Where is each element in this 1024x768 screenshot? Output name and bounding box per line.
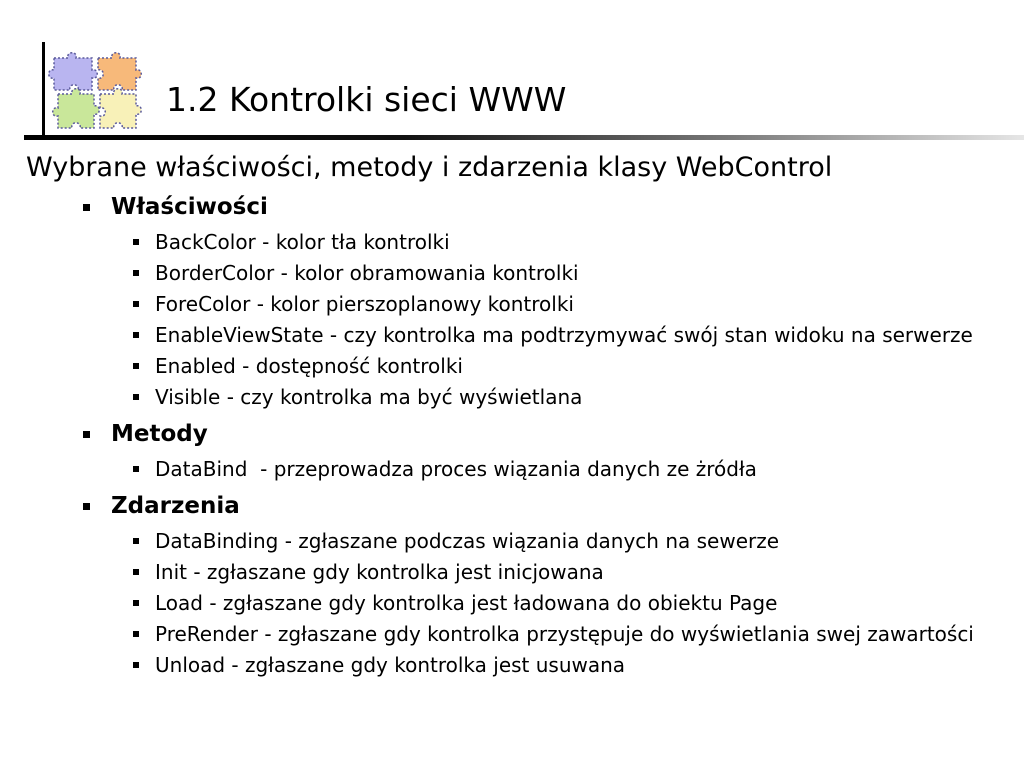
section-heading: Zdarzenia [111, 493, 240, 519]
list-item-text: DataBind - przeprowadza proces wiązania danych ze żródła [155, 457, 757, 481]
square-bullet-icon [83, 431, 90, 438]
list-item-text: BorderColor - kolor obramowania kontrolki [155, 261, 579, 285]
square-bullet-icon [83, 204, 90, 211]
slide-title: 1.2 Kontrolki sieci WWW [166, 80, 567, 119]
list-item-text: DataBinding - zgłaszane podczas wiązania danych na sewerze [155, 529, 780, 553]
puzzle-piece-green [53, 89, 100, 128]
list-item [0, 456, 1024, 482]
list-item [0, 559, 1024, 585]
square-bullet-icon [133, 569, 139, 575]
square-bullet-icon [133, 332, 139, 338]
list-item-text: EnableViewState - czy kontrolka ma podtrzymywać swój stan widoku na serwerze [155, 323, 973, 347]
list-item-text: Enabled - dostępność kontrolki [155, 354, 463, 378]
list-item-text: Visible - czy kontrolka ma być wyświetlana [155, 385, 583, 409]
puzzle-piece-orange [98, 53, 141, 90]
list-item-text: BackColor - kolor tła kontrolki [155, 230, 450, 254]
list-item [0, 229, 1024, 255]
square-bullet-icon [133, 239, 139, 245]
square-bullet-icon [133, 301, 139, 307]
slide-subtitle: Wybrane właściwości, metody i zdarzenia klasy WebControl [26, 152, 833, 183]
bullet-content [0, 190, 1024, 683]
square-bullet-icon [133, 662, 139, 668]
list-item [0, 260, 1024, 286]
square-bullet-icon [133, 270, 139, 276]
title-horizontal-rule [24, 135, 1024, 140]
square-bullet-icon [133, 631, 139, 637]
section-events [0, 489, 1024, 525]
title-vertical-rule [42, 42, 45, 140]
square-bullet-icon [133, 466, 139, 472]
square-bullet-icon [133, 394, 139, 400]
list-item-text: Unload - zgłaszane gdy kontrolka jest usuwana [155, 653, 626, 677]
list-item-text: PreRender - zgłaszane gdy kontrolka przystępuje do wyświetlania swej zawartości [155, 622, 974, 646]
square-bullet-icon [133, 600, 139, 606]
puzzle-piece-purple [49, 53, 98, 90]
list-item [0, 590, 1024, 616]
section-properties [0, 190, 1024, 226]
puzzle-piece-yellow [100, 89, 141, 128]
square-bullet-icon [83, 503, 90, 510]
section-methods [0, 417, 1024, 453]
list-item [0, 291, 1024, 317]
list-item-text: Init - zgłaszane gdy kontrolka jest inicjowana [155, 560, 604, 584]
square-bullet-icon [133, 363, 139, 369]
list-item [0, 528, 1024, 554]
list-item [0, 322, 1024, 348]
puzzle-pieces-icon [48, 40, 148, 136]
list-item [0, 384, 1024, 410]
list-item-text: Load - zgłaszane gdy kontrolka jest ładowana do obiektu Page [155, 591, 778, 615]
list-item [0, 353, 1024, 379]
list-item [0, 621, 1024, 647]
section-heading: Metody [111, 421, 208, 447]
list-item-text: ForeColor - kolor pierszoplanowy kontrolki [155, 292, 574, 316]
section-heading: Właściwości [111, 194, 268, 220]
list-item [0, 652, 1024, 678]
square-bullet-icon [133, 538, 139, 544]
